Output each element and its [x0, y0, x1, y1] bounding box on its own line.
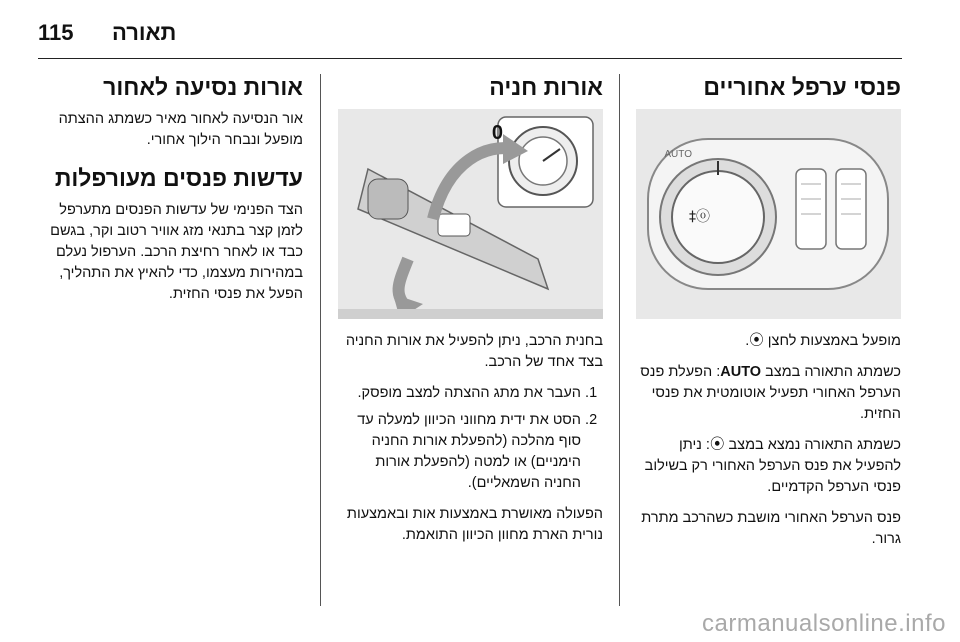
auto-label: AUTO: [664, 149, 692, 160]
stalk-figure: [338, 109, 603, 319]
column-rear-fog-lights: [636, 74, 901, 560]
column-parking-lights: [338, 74, 603, 556]
column-reverse-lights: [38, 74, 303, 315]
column-divider-left: [320, 74, 321, 606]
rear-fog-p1: מופעל באמצעות לחצן ⦿.: [745, 333, 901, 349]
section-title: תאורה: [112, 20, 177, 45]
heading-misted-lenses: עדשות פנסים מעורפלות: [54, 165, 303, 191]
parking-step-1: 1. העבר את מתג ההצתה למצב מופסק.: [338, 383, 581, 404]
parking-p2: הפעולה מאושרת באמצעות אות ובאמצעות נורית הארת מחוון הכיוון התואמת.: [346, 506, 603, 543]
page-header: [38, 14, 902, 54]
heading-reverse-lights: אורות נסיעה לאחור: [103, 74, 303, 100]
light-switch-illustration: [636, 109, 901, 319]
misted-p1: הצד הפנימי של עדשות הפנסים מתערפל לזמן קצר בתנאי מזג אוויר רטוב וקר, בגשם כבד או לאחר רחיצת הרכב. הערפול נעלם במהירות מעצמו, כדי להאיץ את התהליך, הפעל את פנסי החזית.: [50, 202, 303, 302]
heading-rear-fog: פנסי ערפל אחוריים: [703, 74, 901, 100]
heading-parking-lights: אורות חניה: [489, 74, 603, 100]
turn-signal-stalk-illustration: [338, 109, 603, 319]
parking-steps: [338, 383, 603, 494]
reverse-p1: אור הנסיעה לאחור מאיר כשמתג ההצתה מופעל ונבחר הילוך אחורי.: [58, 111, 303, 148]
parking-step-2: 2. הסט את ידית מחווני הכיוון למעלה עד סוף מהלכה (להפעלת אורות החניה הימניים) או למטה (להפעלת אורות החניה השמאליים).: [338, 410, 581, 494]
page-number: 115: [38, 20, 74, 45]
column-divider-right: [619, 74, 620, 606]
parking-p1: בחנית הרכב, ניתן להפעיל את אורות החניה בצד אחד של הרכב.: [345, 333, 603, 370]
rear-fog-p3: כשמתג התאורה נמצא במצב ⦿: ניתן להפעיל את פנס הערפל האחורי רק בשילוב פנסי הערפל הקדמיים.: [644, 437, 901, 495]
rear-fog-p4: פנס הערפל האחורי מושבת כשהרכב מתרת גרור.: [641, 510, 901, 547]
svg-text:ⓞ‡: ⓞ‡: [689, 209, 710, 225]
header-rule: [38, 58, 902, 59]
watermark: carmanualsonline.info: [702, 610, 946, 637]
rear-fog-p2: כשמתג התאורה במצב AUTO: הפעלת פנס הערפל האחורי תפעיל אוטומטית את פנסי החזית.: [640, 364, 901, 422]
ignition-zero-label: 0: [491, 122, 503, 144]
light-switch-figure: [636, 109, 901, 319]
